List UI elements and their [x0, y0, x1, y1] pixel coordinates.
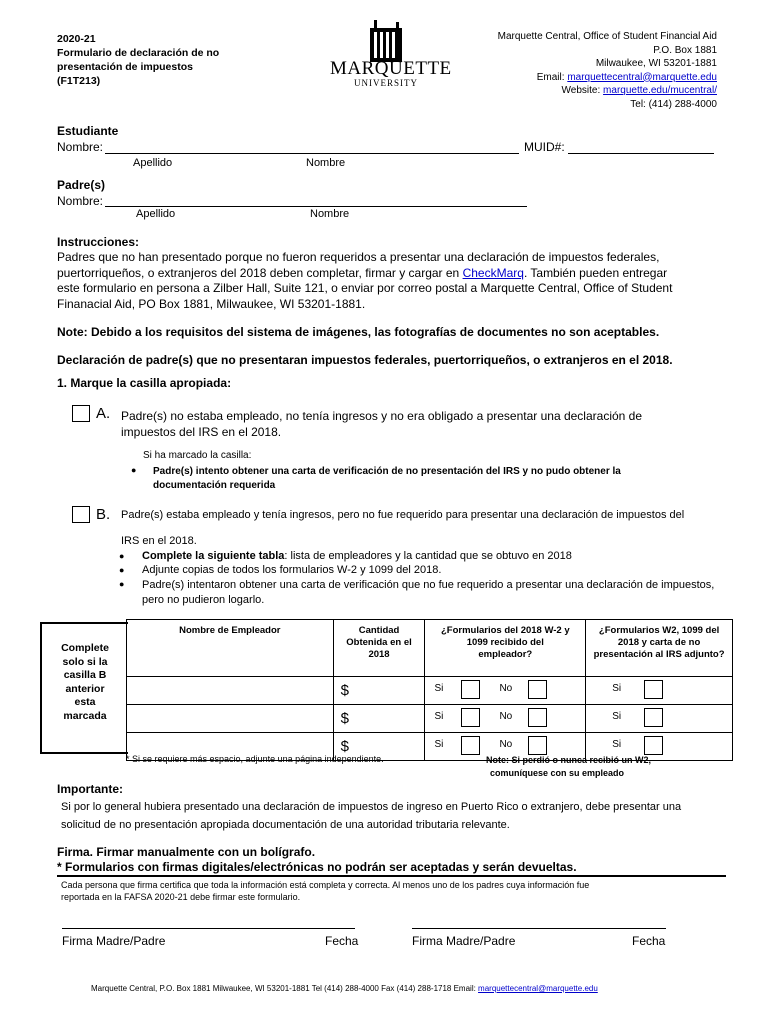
option-b-bullet-bold: Complete la siguiente tabla [142, 550, 285, 562]
amount-cell[interactable] [333, 677, 425, 705]
instructions-body [57, 250, 737, 312]
amount-cell[interactable] [333, 705, 425, 733]
website-link[interactable]: marquette.edu/mucentral/ [603, 85, 717, 96]
side-note-line: esta [74, 696, 96, 708]
footer-email-link[interactable]: marquettecentral@marquette.edu [478, 984, 598, 993]
logo-subtitle: UNIVERSITY [354, 78, 418, 88]
employer-name-cell[interactable] [127, 677, 334, 705]
w2-received-no-checkbox[interactable] [528, 708, 547, 727]
option-b-bullet-line: Padre(s) intentaron obtener una carta de verificación que no fue requerido a presentar una declaración de impuestos, [142, 579, 715, 591]
header-text: ¿Formularios W2, 1099 del [598, 625, 720, 636]
w2-received-cell [425, 705, 586, 733]
parent-last-name-label: Apellido [136, 208, 176, 220]
signature-line-1[interactable] [62, 928, 355, 929]
important-line: Si por lo general hubiera presentado una declaración de impuestos de ingreso en Puerto Rico o extranjero, debe presentar una [61, 801, 682, 813]
signature-1-date-label: Fecha [325, 934, 359, 948]
option-a-checkbox[interactable] [72, 405, 90, 422]
note-text: Note: Debido a los requisitos del sistema de imágenes, las fotografías de documentes no son aceptables. [57, 325, 660, 339]
instructions-heading: Instrucciones: [57, 235, 140, 249]
dollar-sign: $ [340, 710, 349, 727]
w2-received-yes-checkbox[interactable] [461, 736, 480, 755]
w2-attached-cell [586, 705, 733, 733]
section-divider [57, 875, 726, 877]
side-note-line: marcada [63, 709, 107, 722]
parent-name-field[interactable] [105, 206, 527, 207]
bullet-icon: ● [131, 465, 137, 475]
muid-label: MUID#: [524, 140, 565, 154]
yes-label: Si [434, 683, 444, 694]
yes-label: Si [612, 711, 622, 722]
bullet-icon: ● [119, 551, 125, 561]
header-text: 2018 y carta de no [617, 637, 701, 648]
important-body [61, 798, 681, 834]
instructions-line: este formulario en persona a Zilber Hall, Suite 121, o enviar por correo postal a Marquette Central, Office of Student [57, 281, 673, 295]
footer-text: Marquette Central, P.O. Box 1881 Milwaukee, WI 53201-1881 Tel (414) 288-4000 Fax (414) 288-1718 Email: [91, 984, 479, 993]
employer-name-header [127, 620, 334, 677]
option-a-bullet-line: documentación requerida [153, 480, 276, 491]
option-a-line: impuestos del IRS en el 2018. [121, 425, 282, 439]
office-name: Marquette Central, Office of Student Financial Aid [497, 31, 717, 42]
no-label: No [499, 683, 513, 694]
form-title-line: presentación de impuestos [57, 61, 193, 73]
important-line: solicitud de no presentación apropiada documentación de una autoridad tributaria relevante. [61, 819, 510, 831]
certify-line: reportada en la FAFSA 2020-21 debe firmar este formulario. [61, 892, 301, 902]
student-last-name-label: Apellido [133, 157, 173, 169]
w2-attached-cell [586, 677, 733, 705]
header-text: 2018 [368, 649, 390, 660]
form-code: (F1T213) [57, 75, 101, 87]
w2-attached-yes-checkbox[interactable] [644, 708, 663, 727]
header-text: empleador? [478, 649, 533, 660]
form-year: 2020-21 [57, 33, 96, 45]
complete-if-b-box [40, 622, 128, 754]
instructions-line: . También pueden entregar [523, 265, 668, 280]
logo-wordmark: MARQUETTE [330, 58, 452, 79]
bullet-icon: ● [119, 579, 125, 589]
bullet-icon: ● [119, 565, 125, 575]
certify-text [61, 879, 589, 903]
side-note-line: casilla B [63, 669, 107, 681]
table-header-row [127, 620, 733, 677]
option-a-text [121, 408, 642, 440]
dollar-sign: $ [340, 682, 349, 699]
w2-received-cell [425, 677, 586, 705]
form-title-line: Formulario de declaración de no [57, 47, 220, 59]
w2-note [486, 754, 651, 780]
w2-received-yes-checkbox[interactable] [461, 680, 480, 699]
header-text: presentación al IRS adjunto? [593, 649, 725, 660]
w2-received-no-checkbox[interactable] [528, 736, 547, 755]
declaration-heading: Declaración de padre(s) que no presentaran impuestos federales, puertorriqueños, o extranjeros en el 2018. [57, 353, 673, 367]
header-text: Obtenida en el [346, 637, 412, 648]
certify-line: Cada persona que firma certifica que toda la información está completa y correcta. Al menos uno de los padres cuya información fue [61, 880, 590, 890]
side-note-line: anterior [65, 682, 105, 695]
office-city: Milwaukee, WI 53201-1881 [595, 58, 717, 69]
w2-note-line: Note: Si perdió o nunca recibió un W2, [486, 755, 652, 765]
signature-1-label: Firma Madre/Padre [62, 934, 166, 948]
website-label: Website: [561, 85, 601, 96]
instructions-line: Finanacial Aid, PO Box 1881, Milwaukee, WI 53201-1881. [57, 296, 366, 311]
student-first-name-label: Nombre [306, 157, 346, 169]
option-b-line: Padre(s) estaba empleado y tenía ingresos, pero no fue requerido para presentar una declaración de impuestos del [121, 509, 685, 521]
employer-name-cell[interactable] [127, 705, 334, 733]
side-note-line: solo si la [62, 655, 108, 668]
option-b-checkbox[interactable] [72, 506, 90, 523]
muid-field[interactable] [568, 153, 714, 154]
option-b-bullet-2: Adjunte copias de todos los formularios W-2 y 1099 del 2018. [142, 564, 442, 576]
footer [91, 984, 598, 993]
email-label: Email: [536, 71, 565, 83]
w2-attached-yes-checkbox[interactable] [644, 736, 663, 755]
parent-heading: Padre(s) [57, 178, 106, 192]
step-instruction: 1. Marque la casilla apropiada: [57, 376, 232, 390]
yes-label: Si [434, 739, 444, 750]
w2-attached-yes-checkbox[interactable] [644, 680, 663, 699]
dollar-sign: $ [340, 738, 349, 755]
student-name-label: Nombre: [57, 140, 104, 154]
option-a-bullet [153, 465, 621, 493]
yes-label: Si [434, 711, 444, 722]
no-label: No [499, 739, 513, 750]
option-b-bullet-3 [142, 578, 714, 608]
important-heading: Importante: [57, 782, 123, 796]
email-link[interactable]: marquettecentral@marquette.edu [567, 71, 717, 83]
header-text: Cantidad [358, 625, 400, 636]
side-note-line: Complete [61, 642, 109, 654]
option-b-bullet-rest: : lista de empleadores y la cantidad que se obtuvo en 2018 [284, 550, 572, 562]
option-b-bullet-line: pero no pudieron logarlo. [142, 594, 265, 606]
w2-note-line: comuníquese con su empleado [490, 768, 625, 778]
office-pobox: P.O. Box 1881 [653, 44, 717, 56]
amount-header [333, 620, 425, 677]
w2-received-yes-checkbox[interactable] [461, 708, 480, 727]
table-footnote: * Si se requiere más espacio, adjunte una página independiente. [126, 754, 384, 764]
checkmarq-link[interactable]: CheckMarq [462, 265, 524, 280]
parent-name-label: Nombre: [57, 194, 104, 208]
option-a-bullet-line: Padre(s) intento obtener una carta de verificación de no presentación del IRS y no pudo obtener la [153, 466, 621, 477]
table-row [127, 677, 733, 705]
sign-warning: * Formularios con firmas digitales/electrónicas no podrán ser aceptadas y serán devueltas. [57, 860, 577, 874]
office-contact [397, 30, 717, 111]
option-b-bullet-1 [142, 550, 572, 562]
w2-received-no-checkbox[interactable] [528, 680, 547, 699]
yes-label: Si [612, 739, 622, 750]
header-text: ¿Formularios del 2018 W-2 y [441, 625, 570, 636]
header-text: 1099 recibido del [466, 637, 544, 648]
option-b-letter: B. [96, 506, 111, 523]
instructions-line: puertorriqueños, o extranjeros del 2018 deben completar, firmar y cargar en [57, 265, 460, 280]
sign-instruction: Firma. Firmar manualmente con un bolígrafo. [57, 845, 316, 859]
form-title [57, 32, 277, 88]
complete-if-b-text [42, 642, 128, 723]
option-a-letter: A. [96, 405, 111, 422]
signature-2-date-label: Fecha [632, 934, 666, 948]
table-row [127, 705, 733, 733]
option-b-line: IRS en el 2018. [121, 535, 197, 547]
signature-2-label: Firma Madre/Padre [412, 934, 516, 948]
w2-attached-header [586, 620, 733, 677]
option-a-line: Padre(s) no estaba empleado, no tenía ingresos y no era obligado a presentar una declaración de [121, 409, 643, 423]
no-label: No [499, 711, 513, 722]
header-text: Nombre de Empleador [179, 625, 281, 636]
signature-line-2[interactable] [412, 928, 666, 929]
option-a-if-checked: Si ha marcado la casilla: [143, 450, 252, 461]
instructions-line: Padres que no han presentado porque no fueron requeridos a presentar una declaración de impuestos federales, [57, 250, 660, 264]
office-phone: Tel: (414) 288-4000 [630, 98, 717, 110]
parent-first-name-label: Nombre [310, 208, 350, 220]
student-name-field[interactable] [105, 153, 519, 154]
w2-received-header [425, 620, 586, 677]
student-heading: Estudiante [57, 124, 119, 138]
yes-label: Si [612, 683, 622, 694]
employer-table [126, 619, 733, 761]
